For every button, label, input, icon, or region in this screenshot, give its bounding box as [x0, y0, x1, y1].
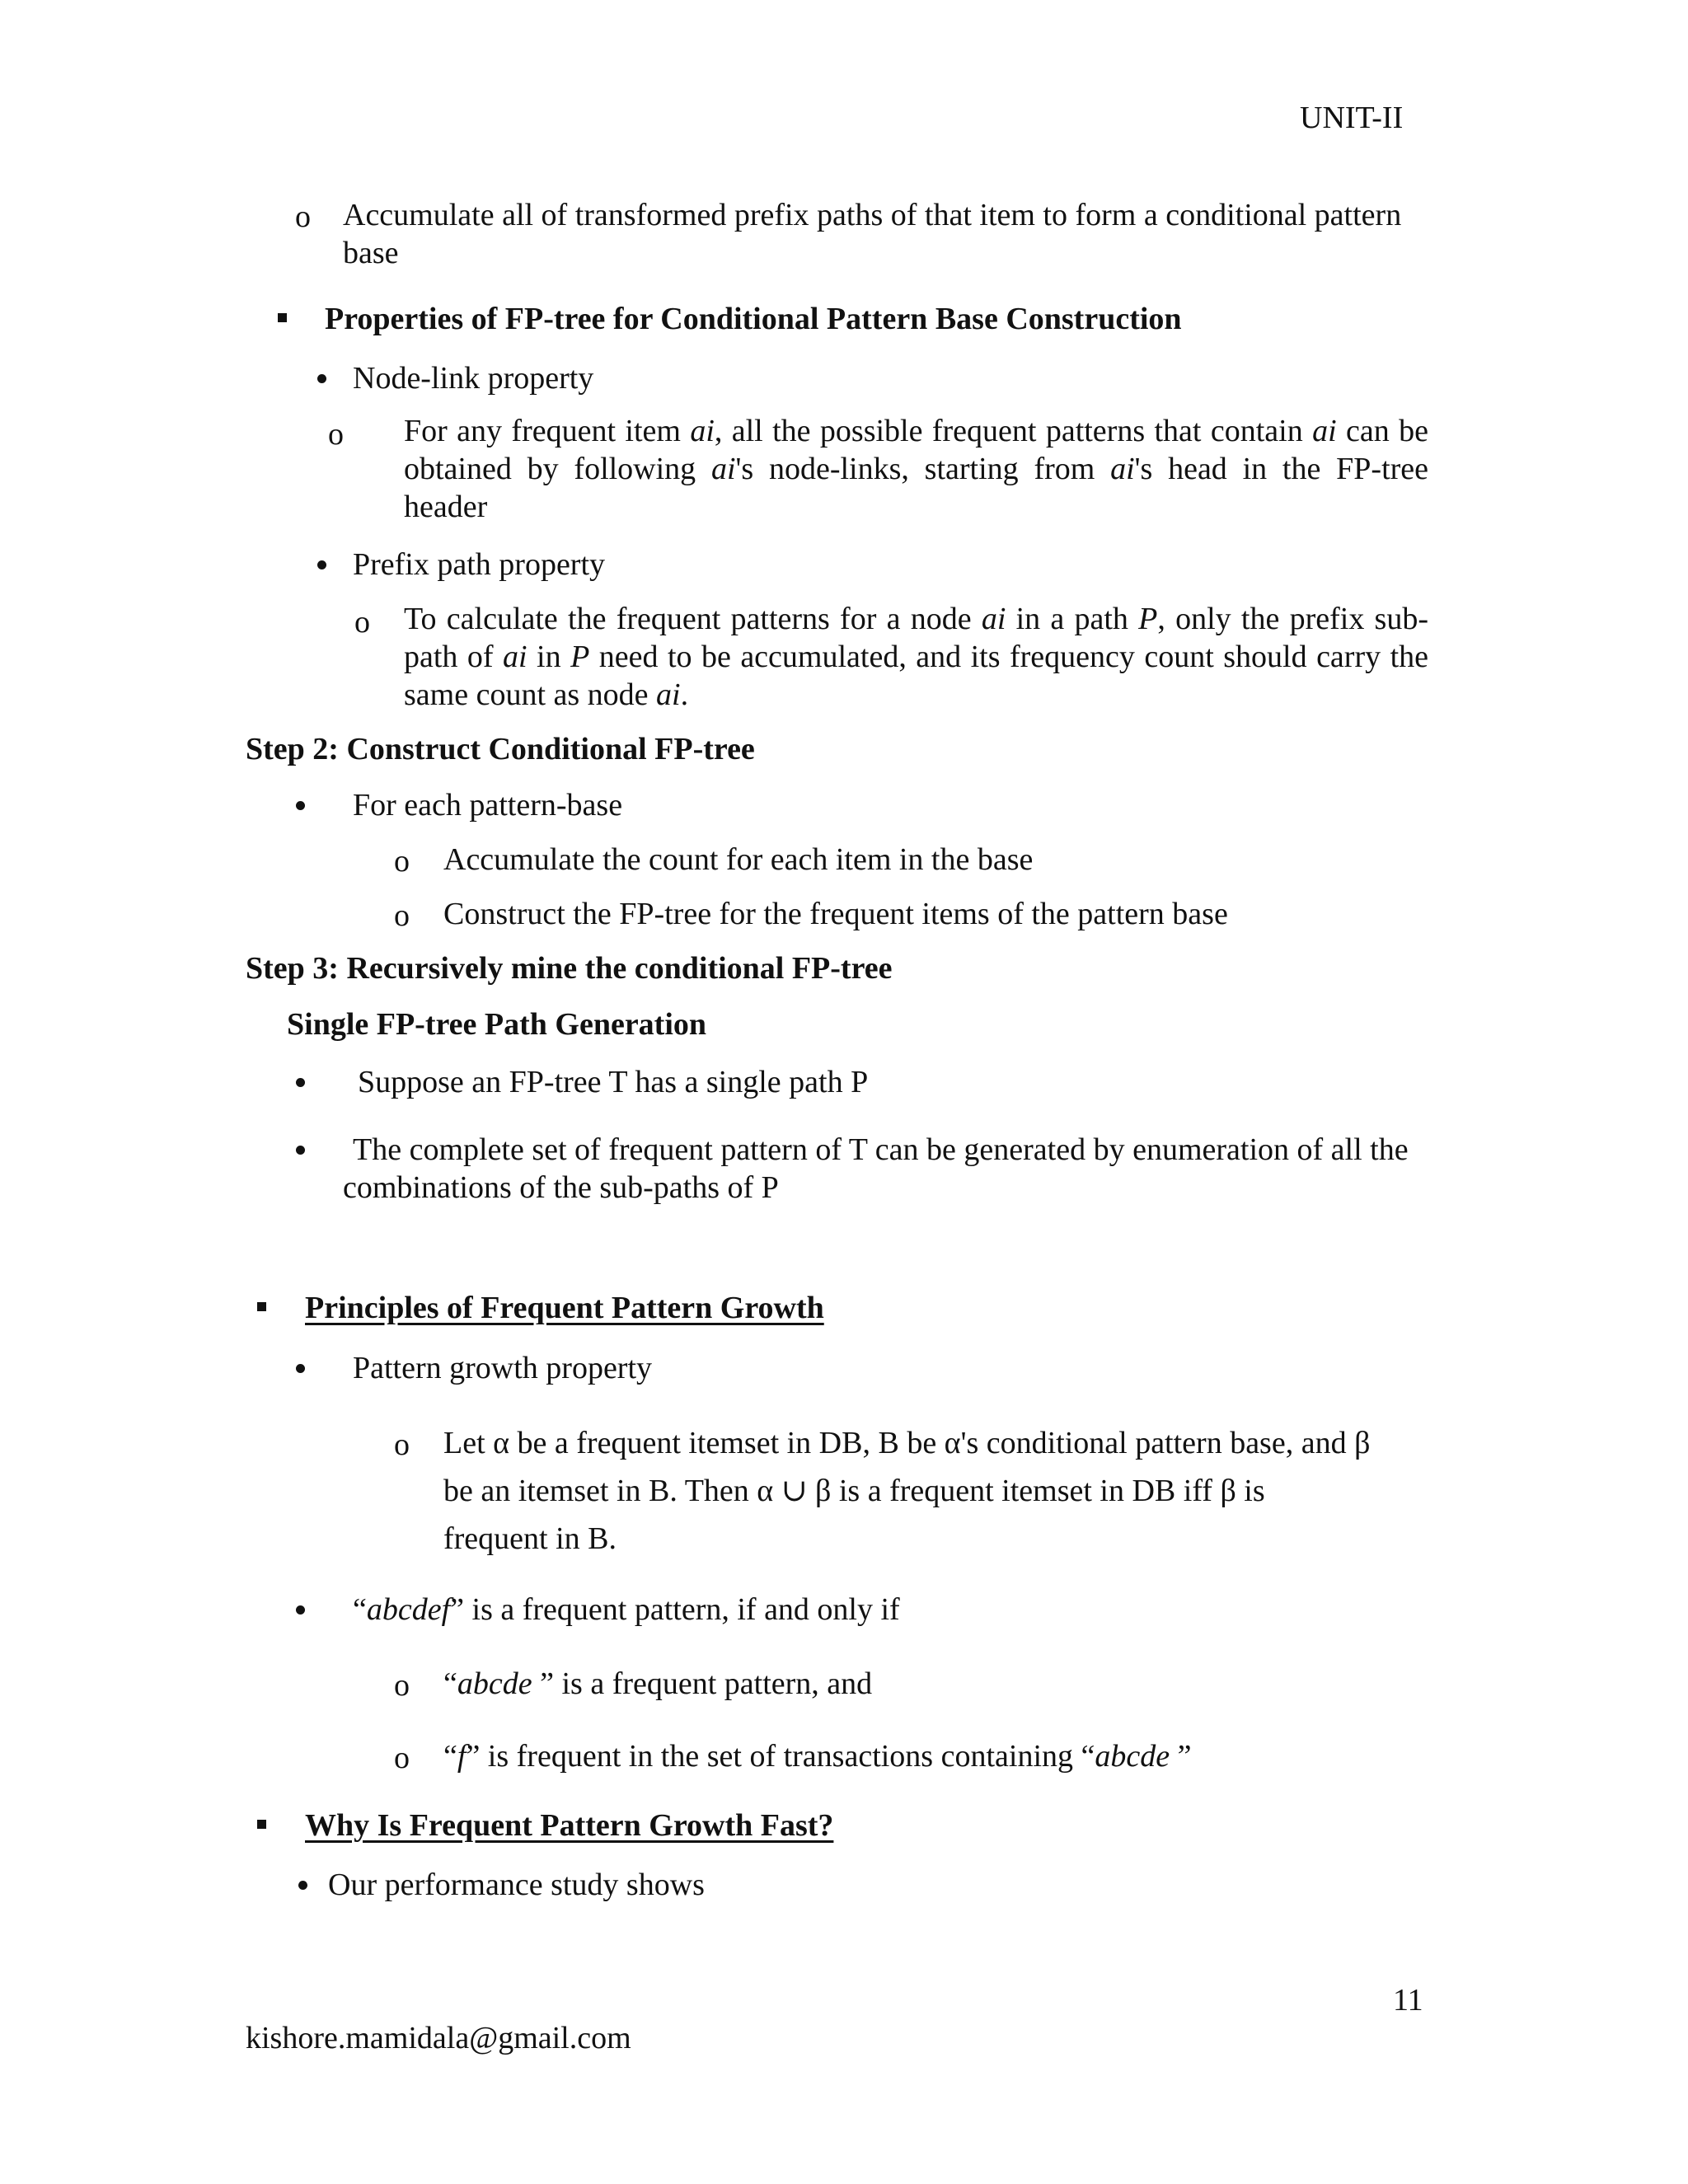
circle-bullet-icon: o [394, 1427, 410, 1462]
prefix-text-4: in [527, 640, 571, 674]
abcde-condition-1-rest: ” is a frequent pattern, and [532, 1666, 873, 1701]
step-2-sub-1: Accumulate the count for each item in the base [443, 842, 1034, 877]
node-link-text-1: For any frequent item [404, 414, 691, 448]
unit-label: UNIT-II [1300, 101, 1404, 135]
growth-line-1: Let α be a frequent itemset in DB, B be α's conditional pattern base, and β [443, 1426, 1371, 1460]
square-bullet-icon [257, 1302, 266, 1311]
prefix-text-3: , only the prefix sub-path of [404, 602, 1428, 674]
why-item: Our performance study shows [328, 1868, 705, 1902]
ai-term: ai [981, 602, 1006, 636]
node-link-text-4: 's node-links, starting from [735, 452, 1111, 486]
prefix-text-1: To calculate the frequent patterns for a node [404, 602, 982, 636]
circle-bullet-icon: o [394, 898, 410, 933]
step-2-heading: Step 2: Construct Conditional FP-tree [246, 732, 755, 766]
bullet-icon [296, 801, 305, 810]
square-bullet-icon [278, 313, 287, 322]
circle-bullet-icon: o [354, 605, 370, 640]
bullet-icon [296, 1364, 305, 1373]
prefix-path-detail [404, 600, 1428, 714]
circle-bullet-icon: o [328, 417, 344, 452]
growth-property-label: Pattern growth property [353, 1351, 653, 1385]
growth-line-2: be an itemset in B. Then α ∪ β is a frequent itemset in DB iff β is [443, 1474, 1265, 1508]
quote-open: “ [443, 1666, 457, 1701]
page-number: 11 [1393, 1983, 1423, 2018]
ai-term: ai [690, 414, 715, 448]
node-link-label: Node-link property [353, 361, 594, 396]
ai-term: ai [1110, 452, 1135, 486]
ai-term: ai [503, 640, 528, 674]
ai-term: ai [656, 677, 681, 712]
abcdef-rest: ” is a frequent pattern, if and only if [450, 1592, 900, 1627]
f-term: f [457, 1739, 467, 1774]
prefix-path-label: Prefix path property [353, 547, 606, 582]
quote-close: ” [1170, 1739, 1192, 1774]
principles-heading: Principles of Frequent Pattern Growth [305, 1291, 824, 1325]
circle-bullet-icon: o [394, 1668, 410, 1703]
quote-open: “ [443, 1739, 457, 1774]
properties-heading: Properties of FP-tree for Conditional Pattern Base Construction [325, 302, 1182, 336]
abcde-condition-2-rest: ” is frequent in the set of transactions containing “ [466, 1739, 1095, 1774]
abcde-term: abcde [457, 1666, 532, 1701]
abcde-condition-2 [443, 1737, 1191, 1775]
prefix-text-5: need to be accumulated, and its frequency count should carry the same count as node [404, 640, 1429, 712]
step-3-heading: Step 3: Recursively mine the conditional FP-tree [246, 951, 893, 986]
bullet-icon [296, 1078, 305, 1087]
quote-open: “ [353, 1592, 367, 1627]
author-email: kishore.mamidala@gmail.com [246, 2021, 631, 2055]
abcdef-statement [353, 1591, 900, 1629]
p-term: P [1138, 602, 1158, 636]
abcde-term: abcde [1095, 1739, 1170, 1774]
abcdef-term: abcdef [366, 1592, 451, 1627]
ai-term: ai [710, 452, 736, 486]
prefix-text-2: in a path [1006, 602, 1139, 636]
why-heading: Why Is Frequent Pattern Growth Fast? [305, 1808, 834, 1843]
circle-bullet-icon: o [394, 1741, 410, 1775]
growth-line-3: frequent in B. [443, 1521, 617, 1556]
square-bullet-icon [257, 1820, 266, 1829]
node-link-text-5: 's head in the FP-tree header [404, 452, 1429, 524]
bullet-icon [296, 1605, 305, 1615]
bullet-icon [317, 374, 326, 383]
node-link-detail [404, 412, 1428, 526]
accumulate-text: Accumulate all of transformed prefix paths of that item to form a conditional pattern base [343, 198, 1402, 270]
node-link-text-3: can be obtained by following [404, 414, 1428, 486]
p-term: P [570, 640, 590, 674]
single-path-item-2: The complete set of frequent pattern of T can be generated by enumeration of all the combinations of the sub-paths of P [343, 1132, 1409, 1205]
circle-bullet-icon: o [295, 199, 311, 234]
step-2-item: For each pattern-base [353, 788, 623, 823]
bullet-icon [298, 1881, 307, 1890]
abcde-condition-1 [443, 1665, 872, 1703]
step-2-sub-2: Construct the FP-tree for the frequent items of the pattern base [443, 897, 1228, 931]
node-link-text-2: , all the possible frequent patterns that contain [714, 414, 1313, 448]
circle-bullet-icon: o [394, 844, 410, 879]
single-path-item-1: Suppose an FP-tree T has a single path P [358, 1065, 869, 1099]
bullet-icon [317, 560, 326, 569]
bullet-icon [296, 1146, 305, 1155]
prefix-text-6: . [680, 677, 689, 712]
single-path-heading: Single FP-tree Path Generation [287, 1007, 707, 1042]
ai-term: ai [1312, 414, 1337, 448]
